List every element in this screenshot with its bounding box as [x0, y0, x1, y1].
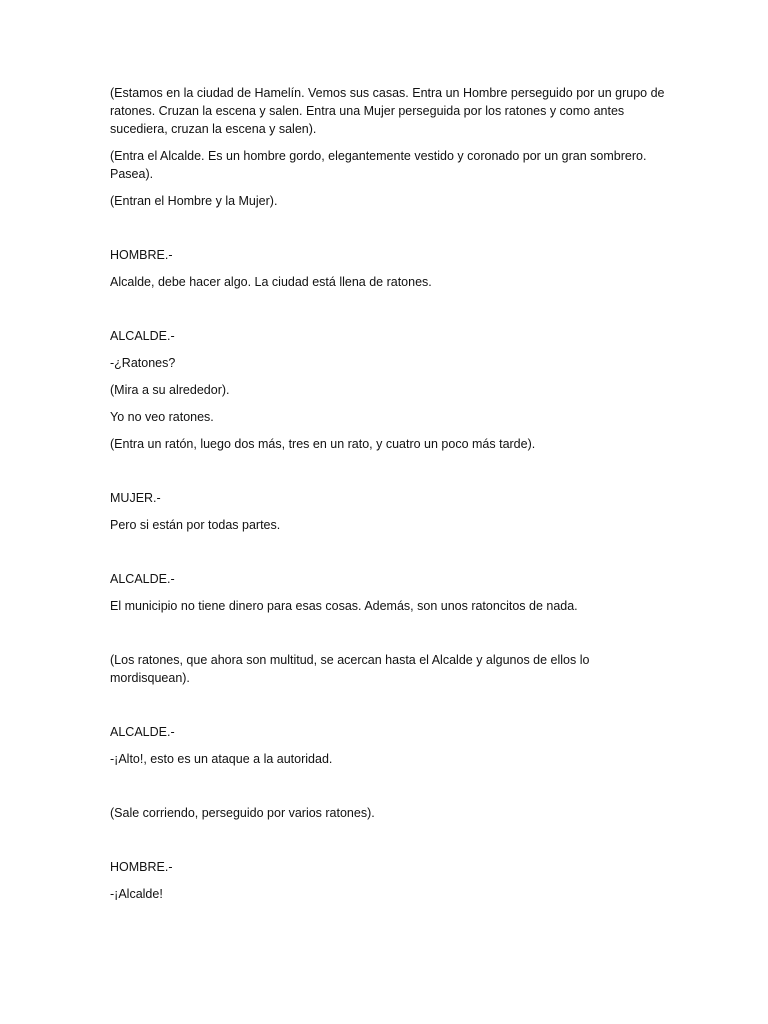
- stage-direction: (Estamos en la ciudad de Hamelín. Vemos sus casas. Entra un Hombre perseguido por un grupo de ratones. Cruzan la escena y salen. Entra una Mujer perseguida por los ratones y como antes sucediera, cruzan la escena y salen).: [110, 86, 665, 136]
- dialogue-line: El municipio no tiene dinero para esas cosas. Además, son unos ratoncitos de nada.: [110, 599, 578, 613]
- dialogue-line: Alcalde, debe hacer algo. La ciudad está llena de ratones.: [110, 275, 432, 289]
- dialogue-line: Yo no veo ratones.: [110, 410, 214, 424]
- dialogue-line: Pero si están por todas partes.: [110, 518, 281, 532]
- stage-direction: (Entran el Hombre y la Mujer).: [110, 194, 278, 208]
- stage-direction: (Entra el Alcalde. Es un hombre gordo, elegantemente vestido y coronado por un gran sombrero. Pasea).: [110, 149, 647, 181]
- stage-direction: (Los ratones, que ahora son multitud, se acercan hasta el Alcalde y algunos de ellos lo mordisquean).: [110, 653, 590, 685]
- character-name: MUJER.-: [110, 491, 161, 505]
- dialogue-line: -¡Alto!, esto es un ataque a la autoridad.: [110, 752, 333, 766]
- character-name: ALCALDE.-: [110, 572, 175, 586]
- script-body: [110, 84, 670, 912]
- dialogue-line: -¿Ratones?: [110, 356, 176, 370]
- dialogue-line: -¡Alcalde!: [110, 887, 163, 901]
- character-name: ALCALDE.-: [110, 725, 175, 739]
- stage-direction: (Sale corriendo, perseguido por varios ratones).: [110, 806, 375, 820]
- character-name: HOMBRE.-: [110, 860, 173, 874]
- stage-direction: (Entra un ratón, luego dos más, tres en un rato, y cuatro un poco más tarde).: [110, 437, 536, 451]
- character-name: ALCALDE.-: [110, 329, 175, 343]
- character-name: HOMBRE.-: [110, 248, 173, 262]
- stage-direction: (Mira a su alrededor).: [110, 383, 230, 397]
